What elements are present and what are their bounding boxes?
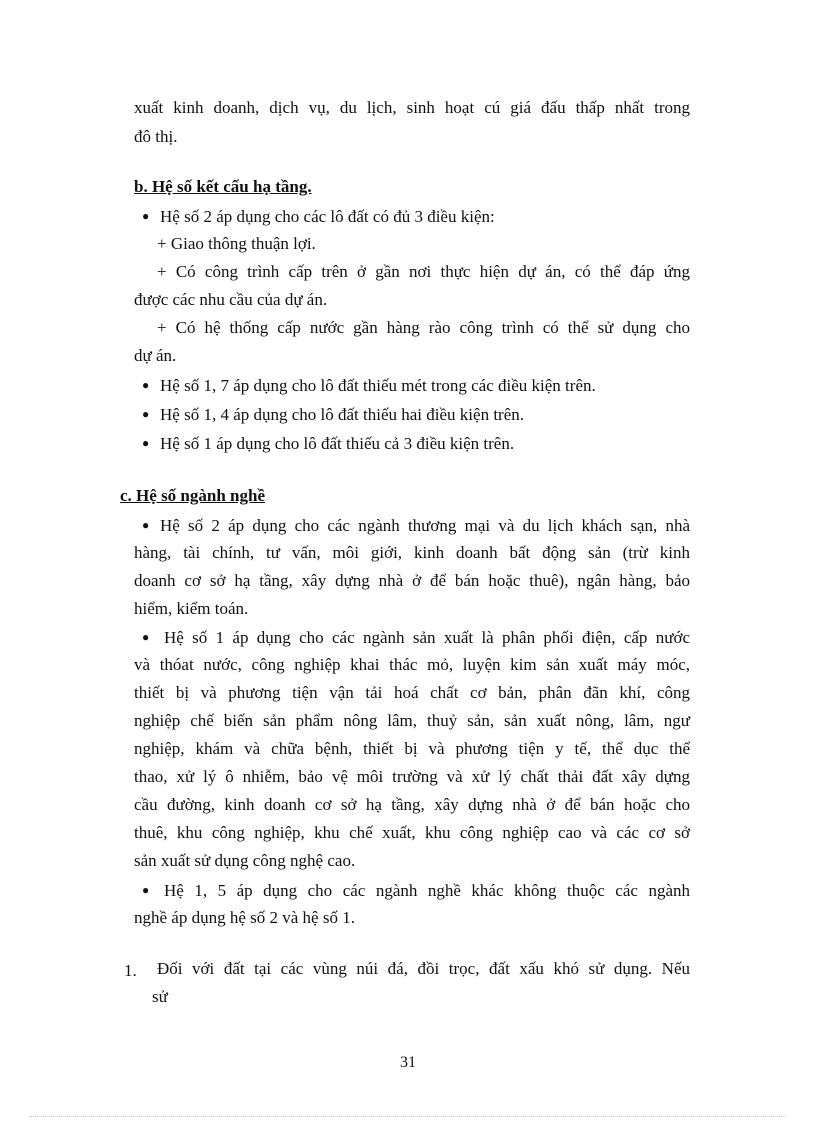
- page-number: 31: [400, 1054, 416, 1071]
- section-c-p2-line-5: nghiệp, khám và chữa bệnh, thiết bị và phương tiện y tế, thể dục thể: [134, 739, 690, 758]
- section-c-p1-line-2: hàng, tài chính, tư vấn, môi giới, kinh doanh bất động sản (trừ kinh: [134, 543, 690, 562]
- section-c-p2-line-9: sản xuất sử dụng công nghệ cao.: [134, 851, 356, 870]
- section-c-p2-line-1: [142, 626, 690, 649]
- condition-3-line-1: + Có hệ thống cấp nước gần hàng rào công trình có thể sử dụng cho: [157, 318, 690, 337]
- bullet-text: Hệ số 1 áp dụng cho lô đất thiếu cả 3 điều kiện trên.: [160, 434, 515, 453]
- section-b-bullet-3: [142, 403, 524, 426]
- section-c-p3-line-1: [142, 879, 690, 902]
- section-c-p2-line-2: và thóat nước, công nghiệp khai thác mỏ, luyện kim sản xuất máy móc,: [134, 655, 690, 674]
- bullet-text: Hệ 1, 5 áp dụng cho các ngành nghề khác không thuộc các ngành: [164, 881, 690, 900]
- bullet-text: Hệ số 1 áp dụng cho các ngành sản xuất là phân phối điện, cấp nước: [164, 628, 690, 647]
- bullet-icon: ●: [142, 436, 150, 450]
- bullet-text: Hệ số 1, 7 áp dụng cho lô đất thiếu mét trong các điều kiện trên.: [160, 376, 596, 395]
- intro-line-1: xuất kinh doanh, dịch vụ, du lịch, sinh hoạt cú giá đấu thấp nhất trong: [134, 98, 690, 117]
- section-c-p2-line-6: thao, xử lý ô nhiễm, bảo vệ môi trường và xử lý chất thải đất xây dựng: [134, 767, 690, 786]
- bullet-text: Hệ số 1, 4 áp dụng cho lô đất thiếu hai điều kiện trên.: [160, 405, 524, 424]
- bullet-icon: ●: [142, 407, 150, 421]
- section-c-p1-line-4: hiểm, kiểm toán.: [134, 599, 249, 618]
- section-c-p2-line-8: thuê, khu công nghiệp, khu chế xuất, khu công nghiệp cao và các cơ sở: [134, 823, 690, 842]
- footer-divider: [30, 1116, 786, 1117]
- section-b-bullet-4: [142, 432, 514, 455]
- condition-3-line-2: dự án.: [134, 346, 177, 365]
- condition-2-line-2: được các nhu cầu của dự án.: [134, 290, 328, 309]
- bullet-text: Hệ số 2 áp dụng cho các ngành thương mại và du lịch khách sạn, nhà: [160, 516, 690, 535]
- bullet-icon: ●: [142, 209, 150, 223]
- section-c-p3-line-2: nghề áp dụng hệ số 2 và hệ số 1.: [134, 908, 355, 927]
- section-c-p1-line-1: [142, 514, 690, 537]
- numbered-item-line-2: sử: [152, 987, 168, 1006]
- section-b-heading: b. Hệ số kết cấu hạ tầng.: [134, 177, 312, 196]
- condition-1: + Giao thông thuận lợi.: [157, 234, 316, 253]
- bullet-text: Hệ số 2 áp dụng cho các lô đất có đủ 3 điều kiện:: [160, 207, 495, 226]
- bullet-icon: ●: [142, 378, 150, 392]
- condition-2-line-1: + Có công trình cấp trên ở gần nơi thực hiện dự án, có thể đáp ứng: [157, 262, 690, 281]
- section-c-p1-line-3: doanh cơ sở hạ tầng, xây dựng nhà ở để bán hoặc thuê), ngân hàng, bảo: [134, 571, 690, 590]
- bullet-icon: ●: [142, 518, 150, 532]
- section-c-heading: c. Hệ số ngành nghề: [120, 486, 265, 505]
- section-b-bullet-1: [142, 205, 495, 228]
- numbered-item-line-1: Đối với đất tại các vùng núi đá, đồi trọc, đất xấu khó sử dụng. Nếu: [157, 959, 690, 978]
- bullet-icon: ●: [142, 630, 150, 644]
- bullet-icon: ●: [142, 883, 150, 897]
- section-c-p2-line-3: thiết bị và phương tiện vận tải hoá chất cơ bản, phân đãn khí, công: [134, 683, 690, 702]
- numbered-item-number: 1.: [124, 961, 137, 980]
- section-b-bullet-2: [142, 374, 596, 397]
- section-c-p2-line-4: nghiệp chế biến sản phẩm nông lâm, thuỷ sản, sản xuất nông, lâm, ngư: [134, 711, 690, 730]
- intro-line-2: đô thị.: [134, 127, 178, 146]
- section-c-p2-line-7: cầu đường, kinh doanh cơ sở hạ tầng, xây dựng nhà ở để bán hoặc cho: [134, 795, 690, 814]
